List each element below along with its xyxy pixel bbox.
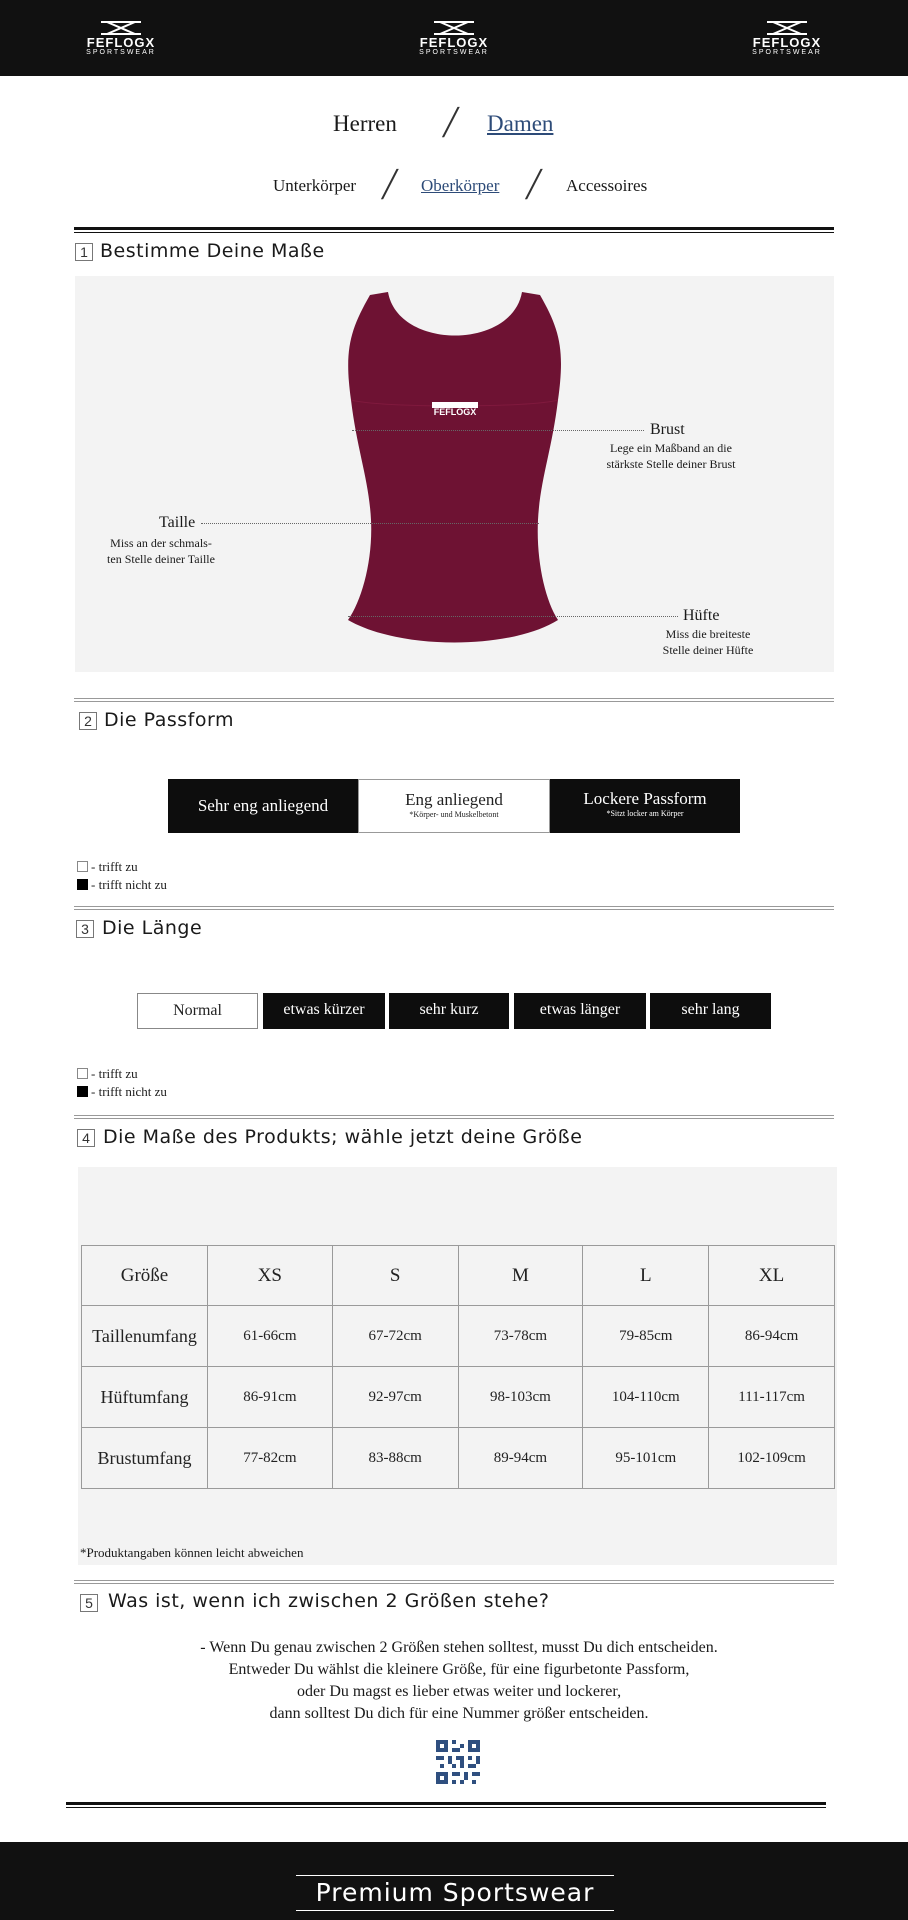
table-header-cell[interactable]: XS <box>207 1246 332 1306</box>
table-cell: 95-101cm <box>583 1428 709 1489</box>
table-cell: 104-110cm <box>583 1367 709 1428</box>
faq-line: Entweder Du wählst die kleinere Größe, für eine figurbetonte Passform, <box>228 1661 690 1678</box>
section-divider <box>74 1580 834 1584</box>
nav-separator: ╱ <box>526 170 542 199</box>
huefte-guide-line <box>348 616 678 617</box>
table-cell: 89-94cm <box>458 1428 583 1489</box>
footer-rule <box>296 1910 614 1911</box>
legend-white-square <box>77 861 88 872</box>
table-row <box>82 1367 835 1428</box>
table-row-label: Brustumfang <box>82 1428 208 1489</box>
length-option-etwas-laenger[interactable]: etwas länger <box>514 993 646 1029</box>
tank-top-illustration <box>340 290 570 660</box>
table-header-cell[interactable]: S <box>332 1246 458 1306</box>
section-number: 4 <box>77 1129 95 1147</box>
brand-logo-right[interactable] <box>739 20 835 57</box>
huefte-title: Hüfte <box>683 607 720 624</box>
legend-no: - trifft nicht zu <box>77 1084 167 1100</box>
section-title: Bestimme Deine Maße <box>100 240 325 262</box>
table-cell: 73-78cm <box>458 1306 583 1367</box>
table-cell: 67-72cm <box>332 1306 458 1367</box>
section-title: Was ist, wenn ich zwischen 2 Größen stehe? <box>108 1590 550 1612</box>
section-divider <box>74 227 834 233</box>
section-title: Die Länge <box>102 917 203 939</box>
nav-herren[interactable]: Herren <box>333 111 397 136</box>
fit-option-sehr-eng[interactable]: Sehr eng anliegend <box>168 779 358 833</box>
table-cell: 111-117cm <box>709 1367 835 1428</box>
logo-mark-icon <box>99 20 143 36</box>
logo-text: FEFLOGX <box>86 35 156 50</box>
product-note: *Produktangaben können leicht abweichen <box>80 1545 304 1560</box>
table-row <box>82 1306 835 1367</box>
shirt-logo-text: FEFLOGX <box>433 407 477 417</box>
nav-damen[interactable]: Damen <box>487 111 554 136</box>
table-cell: 92-97cm <box>332 1367 458 1428</box>
section-divider <box>74 906 834 910</box>
table-header-cell[interactable]: XL <box>709 1246 835 1306</box>
length-option-sehr-kurz[interactable]: sehr kurz <box>389 993 509 1029</box>
brust-description: Lege ein Maßband an die stärkste Stelle deiner Brust <box>606 441 736 471</box>
length-option-etwas-kuerzer[interactable]: etwas kürzer <box>263 993 385 1029</box>
section-divider <box>74 698 834 702</box>
taille-description: Miss an der schmals- ten Stelle deiner Taille <box>107 536 215 566</box>
logo-subtext: SPORTSWEAR <box>752 49 822 56</box>
section-number: 5 <box>80 1594 98 1612</box>
nav-separator: ╱ <box>382 170 398 199</box>
logo-mark-icon <box>765 20 809 36</box>
section-title: Die Maße des Produkts; wähle jetzt deine Größe <box>103 1126 583 1148</box>
legend-white-square <box>77 1068 88 1079</box>
size-table-header-row <box>82 1246 835 1306</box>
size-table <box>81 1245 835 1489</box>
table-header-cell[interactable]: L <box>583 1246 709 1306</box>
nav-unterkoerper[interactable]: Unterkörper <box>273 176 357 195</box>
faq-line: dann solltest Du dich für eine Nummer größer entscheiden. <box>269 1705 649 1722</box>
faq-answer <box>5 1637 908 1725</box>
brust-title: Brust <box>650 421 685 438</box>
section-title: Die Passform <box>104 709 234 731</box>
length-option-sehr-lang[interactable]: sehr lang <box>650 993 771 1029</box>
section-number: 1 <box>75 243 93 261</box>
table-cell: 79-85cm <box>583 1306 709 1367</box>
footer-rule <box>296 1875 614 1876</box>
footer-title: Premium Sportswear <box>315 1878 595 1907</box>
nav-separator: ╱ <box>443 108 459 137</box>
section-divider <box>66 1802 826 1808</box>
faq-line: - Wenn Du genau zwischen 2 Größen stehen solltest, musst Du dich entscheiden. <box>200 1639 718 1656</box>
table-row <box>82 1428 835 1489</box>
brust-guide-line <box>352 430 644 431</box>
brand-logo-left[interactable] <box>73 20 169 57</box>
fit-option-note: *Sitzt locker am Körper <box>606 809 684 818</box>
brand-logo-center[interactable] <box>406 20 502 57</box>
table-cell: 86-94cm <box>709 1306 835 1367</box>
table-cell: 86-91cm <box>207 1367 332 1428</box>
qr-code-icon[interactable] <box>436 1740 480 1784</box>
faq-line: oder Du magst es lieber etwas weiter und lockerer, <box>296 1683 622 1700</box>
fit-option-note: *Körper- und Muskelbetont <box>409 810 499 819</box>
fit-option-locker[interactable]: Lockere Passform *Sitzt locker am Körper <box>550 779 740 833</box>
table-cell: 98-103cm <box>458 1367 583 1428</box>
legend-black-square <box>77 1086 88 1097</box>
section-number: 3 <box>76 920 94 938</box>
nav-oberkoerper[interactable]: Oberkörper <box>421 176 500 195</box>
table-cell: 83-88cm <box>332 1428 458 1489</box>
fit-option-eng[interactable]: Eng anliegend *Körper- und Muskelbetont <box>358 779 550 833</box>
table-header-cell[interactable]: M <box>458 1246 583 1306</box>
table-cell: 102-109cm <box>709 1428 835 1489</box>
taille-title: Taille <box>159 514 196 531</box>
table-cell: 77-82cm <box>207 1428 332 1489</box>
nav-accessoires[interactable]: Accessoires <box>566 176 648 195</box>
legend-yes: - trifft zu <box>77 859 138 875</box>
legend-no: - trifft nicht zu <box>77 877 167 893</box>
section-divider <box>74 1115 834 1119</box>
legend-black-square <box>77 879 88 890</box>
logo-mark-icon <box>432 20 476 36</box>
huefte-description: Miss die breiteste Stelle deiner Hüfte <box>662 627 754 657</box>
taille-guide-line <box>201 523 539 524</box>
logo-text: FEFLOGX <box>752 35 822 50</box>
legend-yes: - trifft zu <box>77 1066 138 1082</box>
section-number: 2 <box>79 712 97 730</box>
length-option-normal[interactable]: Normal <box>137 993 258 1029</box>
table-cell: 61-66cm <box>207 1306 332 1367</box>
logo-subtext: SPORTSWEAR <box>86 49 156 56</box>
table-row-label: Taillenumfang <box>82 1306 208 1367</box>
logo-text: FEFLOGX <box>419 35 489 50</box>
table-row-label: Hüftumfang <box>82 1367 208 1428</box>
logo-subtext: SPORTSWEAR <box>419 49 489 56</box>
table-header-cell: Größe <box>82 1246 208 1306</box>
